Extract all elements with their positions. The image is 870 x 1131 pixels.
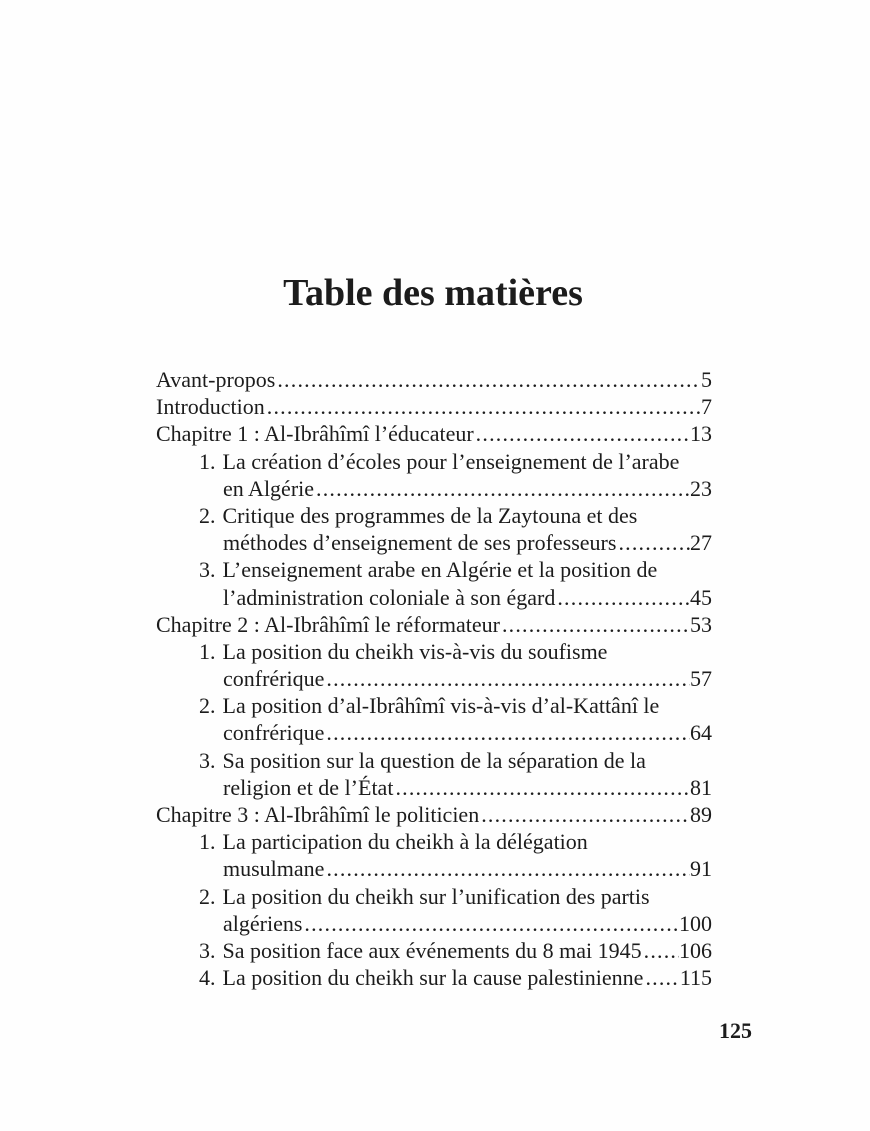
toc-entry-label: méthodes d’enseignement de ses professeurs <box>223 530 617 556</box>
toc-row <box>156 828 712 855</box>
toc-entry-label: Critique des programmes de la Zaytouna et des <box>222 502 638 528</box>
toc-entry-label: Sa position face aux événements du 8 mai 1945 <box>222 937 642 963</box>
toc-row <box>156 937 712 964</box>
toc-item-number: 1. <box>199 638 216 664</box>
toc-row <box>156 502 712 529</box>
toc-page-number: 64 <box>690 720 712 746</box>
table-of-contents <box>156 366 712 991</box>
toc-page-number: 53 <box>690 611 712 637</box>
toc-page-number: 5 <box>701 367 712 392</box>
toc-row <box>156 475 712 502</box>
dot-leader <box>500 611 690 638</box>
toc-entry-label: confrérique <box>223 666 325 692</box>
toc-item-number: 2. <box>199 502 216 528</box>
toc-row <box>156 855 712 882</box>
toc-row <box>156 366 712 393</box>
folio-page-number: 125 <box>719 1018 752 1043</box>
toc-entry-label: La position du cheikh vis-à-vis du soufisme <box>222 638 608 664</box>
toc-row <box>156 719 712 746</box>
toc-page-number: 13 <box>690 421 712 447</box>
toc-page-number: 100 <box>679 910 712 936</box>
toc-item-number: 2. <box>199 883 216 909</box>
toc-row <box>156 883 712 910</box>
toc-entry-label: La position du cheikh sur l’unification des partis <box>222 883 650 909</box>
toc-item-number: 2. <box>199 693 216 719</box>
toc-entry-label: musulmane <box>223 856 325 882</box>
toc-page-number: 115 <box>679 965 712 991</box>
toc-entry-label: Chapitre 3 : Al-Ibrâhîmî le politicien <box>156 802 480 827</box>
dot-leader <box>616 529 690 556</box>
toc-entry-label: La participation du cheikh à la délégation <box>222 829 588 855</box>
toc-item-number: 1. <box>199 829 216 855</box>
toc-row <box>156 584 712 611</box>
toc-entry-label: religion et de l’État <box>223 774 394 800</box>
toc-entry-label: Chapitre 1 : Al-Ibrâhîmî l’éducateur <box>156 421 474 447</box>
toc-row <box>156 556 712 583</box>
toc-entry-label: L’enseignement arabe en Algérie et la position de <box>222 557 658 583</box>
toc-item-number: 3. <box>199 937 216 963</box>
toc-entry-label: Sa position sur la question de la séparation de la <box>222 747 646 773</box>
toc-page-number: 81 <box>690 774 712 800</box>
toc-row <box>156 801 712 828</box>
toc-row <box>156 964 712 991</box>
toc-entry-label: La position du cheikh sur la cause palestinienne <box>222 965 644 991</box>
toc-page-number: 7 <box>701 394 712 420</box>
dot-leader <box>324 855 690 882</box>
toc-row <box>156 692 712 719</box>
toc-item-number: 3. <box>199 747 216 773</box>
toc-entry-label: algériens <box>223 910 303 936</box>
toc-row <box>156 420 712 447</box>
toc-page-number: 23 <box>690 475 712 501</box>
toc-row <box>156 774 712 801</box>
toc-item-number: 4. <box>199 965 216 991</box>
page-title: Table des matières <box>283 272 583 314</box>
toc-item-number: 1. <box>199 448 216 474</box>
toc-row <box>156 910 712 937</box>
toc-row <box>156 665 712 692</box>
dot-leader <box>474 420 690 447</box>
dot-leader <box>324 719 690 746</box>
toc-page-number: 45 <box>690 584 712 610</box>
toc-page-number: 27 <box>690 530 712 556</box>
toc-row <box>156 611 712 638</box>
toc-entry-label: Introduction <box>156 394 265 420</box>
toc-entry-label: en Algérie <box>223 475 315 501</box>
toc-row <box>156 638 712 665</box>
toc-entry-label: La position d’al-Ibrâhîmî vis-à-vis d’al-Kattânî le <box>222 693 660 719</box>
toc-item-number: 3. <box>199 557 216 583</box>
dot-leader <box>275 366 701 393</box>
toc-page-number: 57 <box>690 666 712 692</box>
toc-entry-label: La création d’écoles pour l’enseignement de l’arabe <box>222 448 680 474</box>
dot-leader <box>265 393 701 420</box>
toc-page-number: 106 <box>679 937 712 963</box>
dot-leader <box>555 584 690 611</box>
dot-leader <box>302 910 679 937</box>
toc-page-number: 89 <box>690 802 712 827</box>
dot-leader <box>324 665 690 692</box>
toc-row <box>156 448 712 475</box>
dot-leader <box>393 774 690 801</box>
dot-leader <box>479 801 690 828</box>
dot-leader <box>642 937 679 964</box>
toc-row <box>156 529 712 556</box>
toc-row <box>156 747 712 774</box>
dot-leader <box>314 475 690 502</box>
toc-entry-label: Chapitre 2 : Al-Ibrâhîmî le réformateur <box>156 611 500 637</box>
toc-entry-label: l’administration coloniale à son égard <box>223 584 556 610</box>
dot-leader <box>643 964 679 991</box>
toc-page-number: 91 <box>690 856 712 882</box>
toc-entry-label: Avant-propos <box>156 367 276 392</box>
toc-row <box>156 393 712 420</box>
toc-entry-label: confrérique <box>223 720 325 746</box>
